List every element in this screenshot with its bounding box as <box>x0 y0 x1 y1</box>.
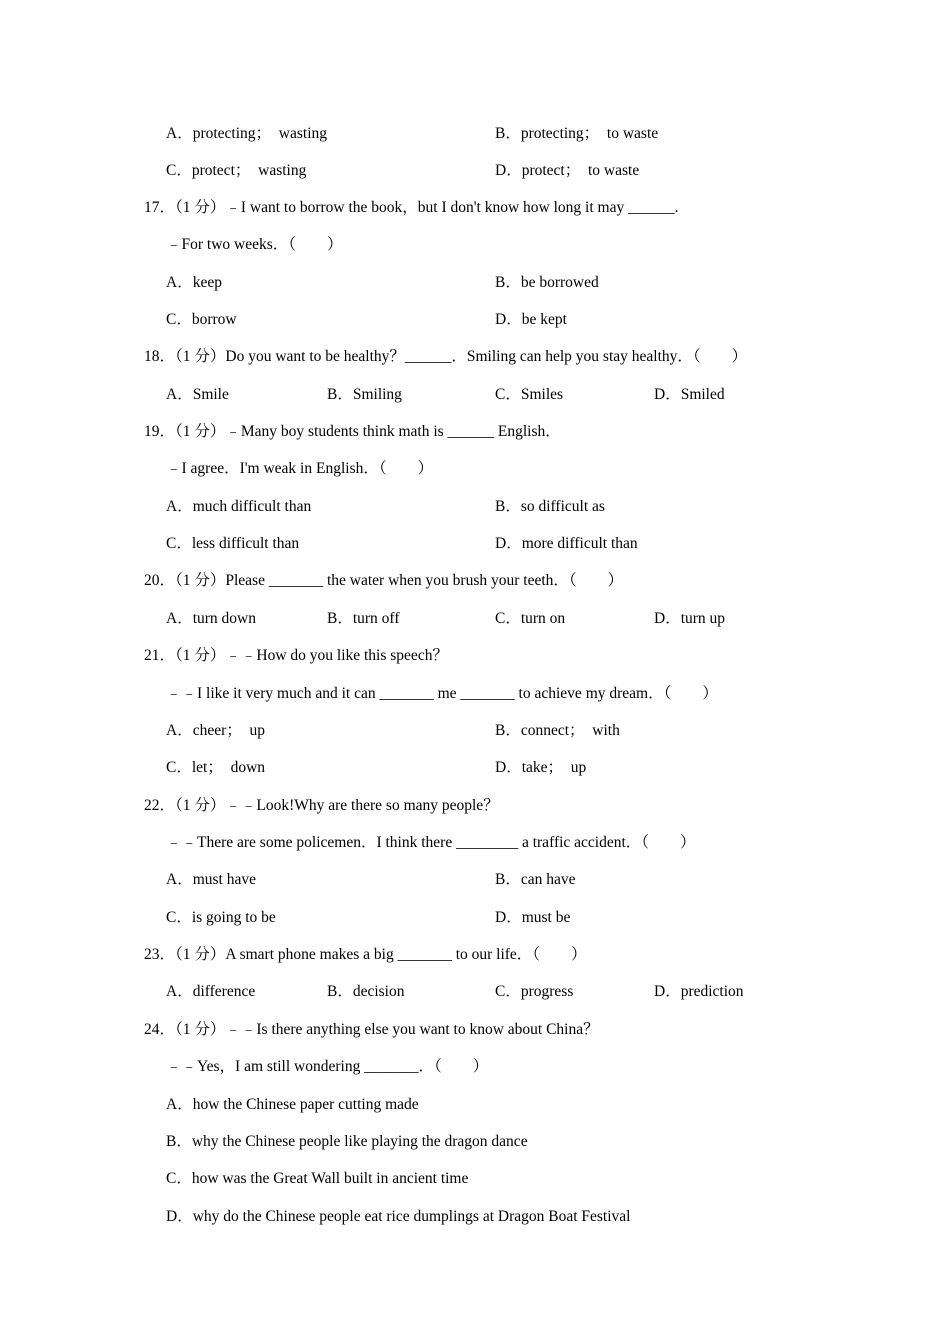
q21-options-row-2 <box>166 758 786 778</box>
q24-option-d[interactable]: D．why do the Chinese people eat rice dumplings at Dragon Boat Festival <box>166 1208 631 1225</box>
q20-option-c[interactable]: C．turn on <box>495 610 566 627</box>
q23-option-c[interactable]: C．progress <box>495 983 574 1000</box>
q19-option-c[interactable]: C．less difficult than <box>166 535 300 552</box>
q22-option-b[interactable]: B．can have <box>495 871 576 888</box>
q23-stem: 23．（1 分）A smart phone makes a big _______ to our life．（ ） <box>144 946 587 963</box>
q19-option-d[interactable]: D．more difficult than <box>495 535 638 552</box>
q23-option-d[interactable]: D．prediction <box>654 983 744 1000</box>
q20-option-b[interactable]: B．turn off <box>327 610 400 627</box>
q17-option-a[interactable]: A．keep <box>166 274 222 291</box>
q18-stem: 18．（1 分）Do you want to be healthy？______．Smiling can help you stay healthy．（ ） <box>144 348 748 365</box>
q20-options-row <box>166 609 786 629</box>
q18-option-a[interactable]: A．Smile <box>166 386 229 403</box>
q20-option-d[interactable]: D．turn up <box>654 610 726 627</box>
q21-option-a[interactable]: A．cheer； up <box>166 722 265 739</box>
q17-option-b[interactable]: B．be borrowed <box>495 274 599 291</box>
q22-option-d[interactable]: D．must be <box>495 909 571 926</box>
q16-option-c[interactable]: C．protect； wasting <box>166 162 307 179</box>
q21-option-d[interactable]: D．take； up <box>495 759 587 776</box>
q24-option-row-d <box>166 1207 786 1227</box>
q17-option-d[interactable]: D．be kept <box>495 311 567 328</box>
q17-stem: 17．（1 分）﹣I want to borrow the book，but I don't know how long it may ______. <box>144 199 679 216</box>
q23-options-row <box>166 982 786 1002</box>
q18-option-b[interactable]: B．Smiling <box>327 386 402 403</box>
q21-stem-reply: ﹣﹣I like it very much and it can _______ me _______ to achieve my dream．（ ） <box>166 685 718 702</box>
q24-option-row-b <box>166 1132 786 1152</box>
q23-option-a[interactable]: A．difference <box>166 983 256 1000</box>
q22-option-a[interactable]: A．must have <box>166 871 256 888</box>
q18-option-c[interactable]: C．Smiles <box>495 386 564 403</box>
q24-option-row-c <box>166 1169 786 1189</box>
q20-option-a[interactable]: A．turn down <box>166 610 256 627</box>
q24-option-c[interactable]: C．how was the Great Wall built in ancient time <box>166 1170 469 1187</box>
q16-option-b[interactable]: B．protecting； to waste <box>495 125 659 142</box>
q18-options-row <box>166 385 786 405</box>
q17-options-row-1 <box>166 273 786 293</box>
q19-option-a[interactable]: A．much difficult than <box>166 498 312 515</box>
q22-options-row-2 <box>166 908 786 928</box>
q21-stem: 21．（1 分）﹣﹣How do you like this speech？ <box>144 647 448 664</box>
q24-option-b[interactable]: B．why the Chinese people like playing the dragon dance <box>166 1133 528 1150</box>
q19-options-row-1 <box>166 497 786 517</box>
q19-stem: 19．（1 分）﹣Many boy students think math is ______ English． <box>144 423 561 440</box>
q21-option-c[interactable]: C．let； down <box>166 759 266 776</box>
q19-option-b[interactable]: B．so difficult as <box>495 498 605 515</box>
q16-option-d[interactable]: D．protect； to waste <box>495 162 640 179</box>
q22-stem-reply: ﹣﹣There are some policemen．I think there ________ a traffic accident．（ ） <box>166 834 696 851</box>
q17-options-row-2 <box>166 310 786 330</box>
q20-stem: 20．（1 分）Please _______ the water when you brush your teeth．（ ） <box>144 572 624 589</box>
q16-options-row-2 <box>166 161 786 181</box>
q16-option-a[interactable]: A．protecting； wasting <box>166 125 328 142</box>
q21-option-b[interactable]: B．connect； with <box>495 722 620 739</box>
q24-option-a[interactable]: A．how the Chinese paper cutting made <box>166 1096 419 1113</box>
q19-stem-reply: ﹣I agree．I'm weak in English．（ ） <box>166 460 434 477</box>
q24-option-row-a <box>166 1095 786 1115</box>
q19-options-row-2 <box>166 534 786 554</box>
q22-options-row-1 <box>166 870 786 890</box>
q22-option-c[interactable]: C．is going to be <box>166 909 276 926</box>
q23-option-b[interactable]: B．decision <box>327 983 405 1000</box>
q21-options-row-1 <box>166 721 786 741</box>
q18-option-d[interactable]: D．Smiled <box>654 386 725 403</box>
q16-options-row-1 <box>166 124 786 144</box>
q17-stem-reply: ﹣For two weeks．（ ） <box>166 236 343 253</box>
q22-stem: 22．（1 分）﹣﹣Look!Why are there so many people？ <box>144 797 499 814</box>
q24-stem-reply: ﹣﹣Yes，I am still wondering _______．（ ） <box>166 1058 489 1075</box>
q24-stem: 24．（1 分）﹣﹣Is there anything else you want to know about China？ <box>144 1021 599 1038</box>
q17-option-c[interactable]: C．borrow <box>166 311 237 328</box>
